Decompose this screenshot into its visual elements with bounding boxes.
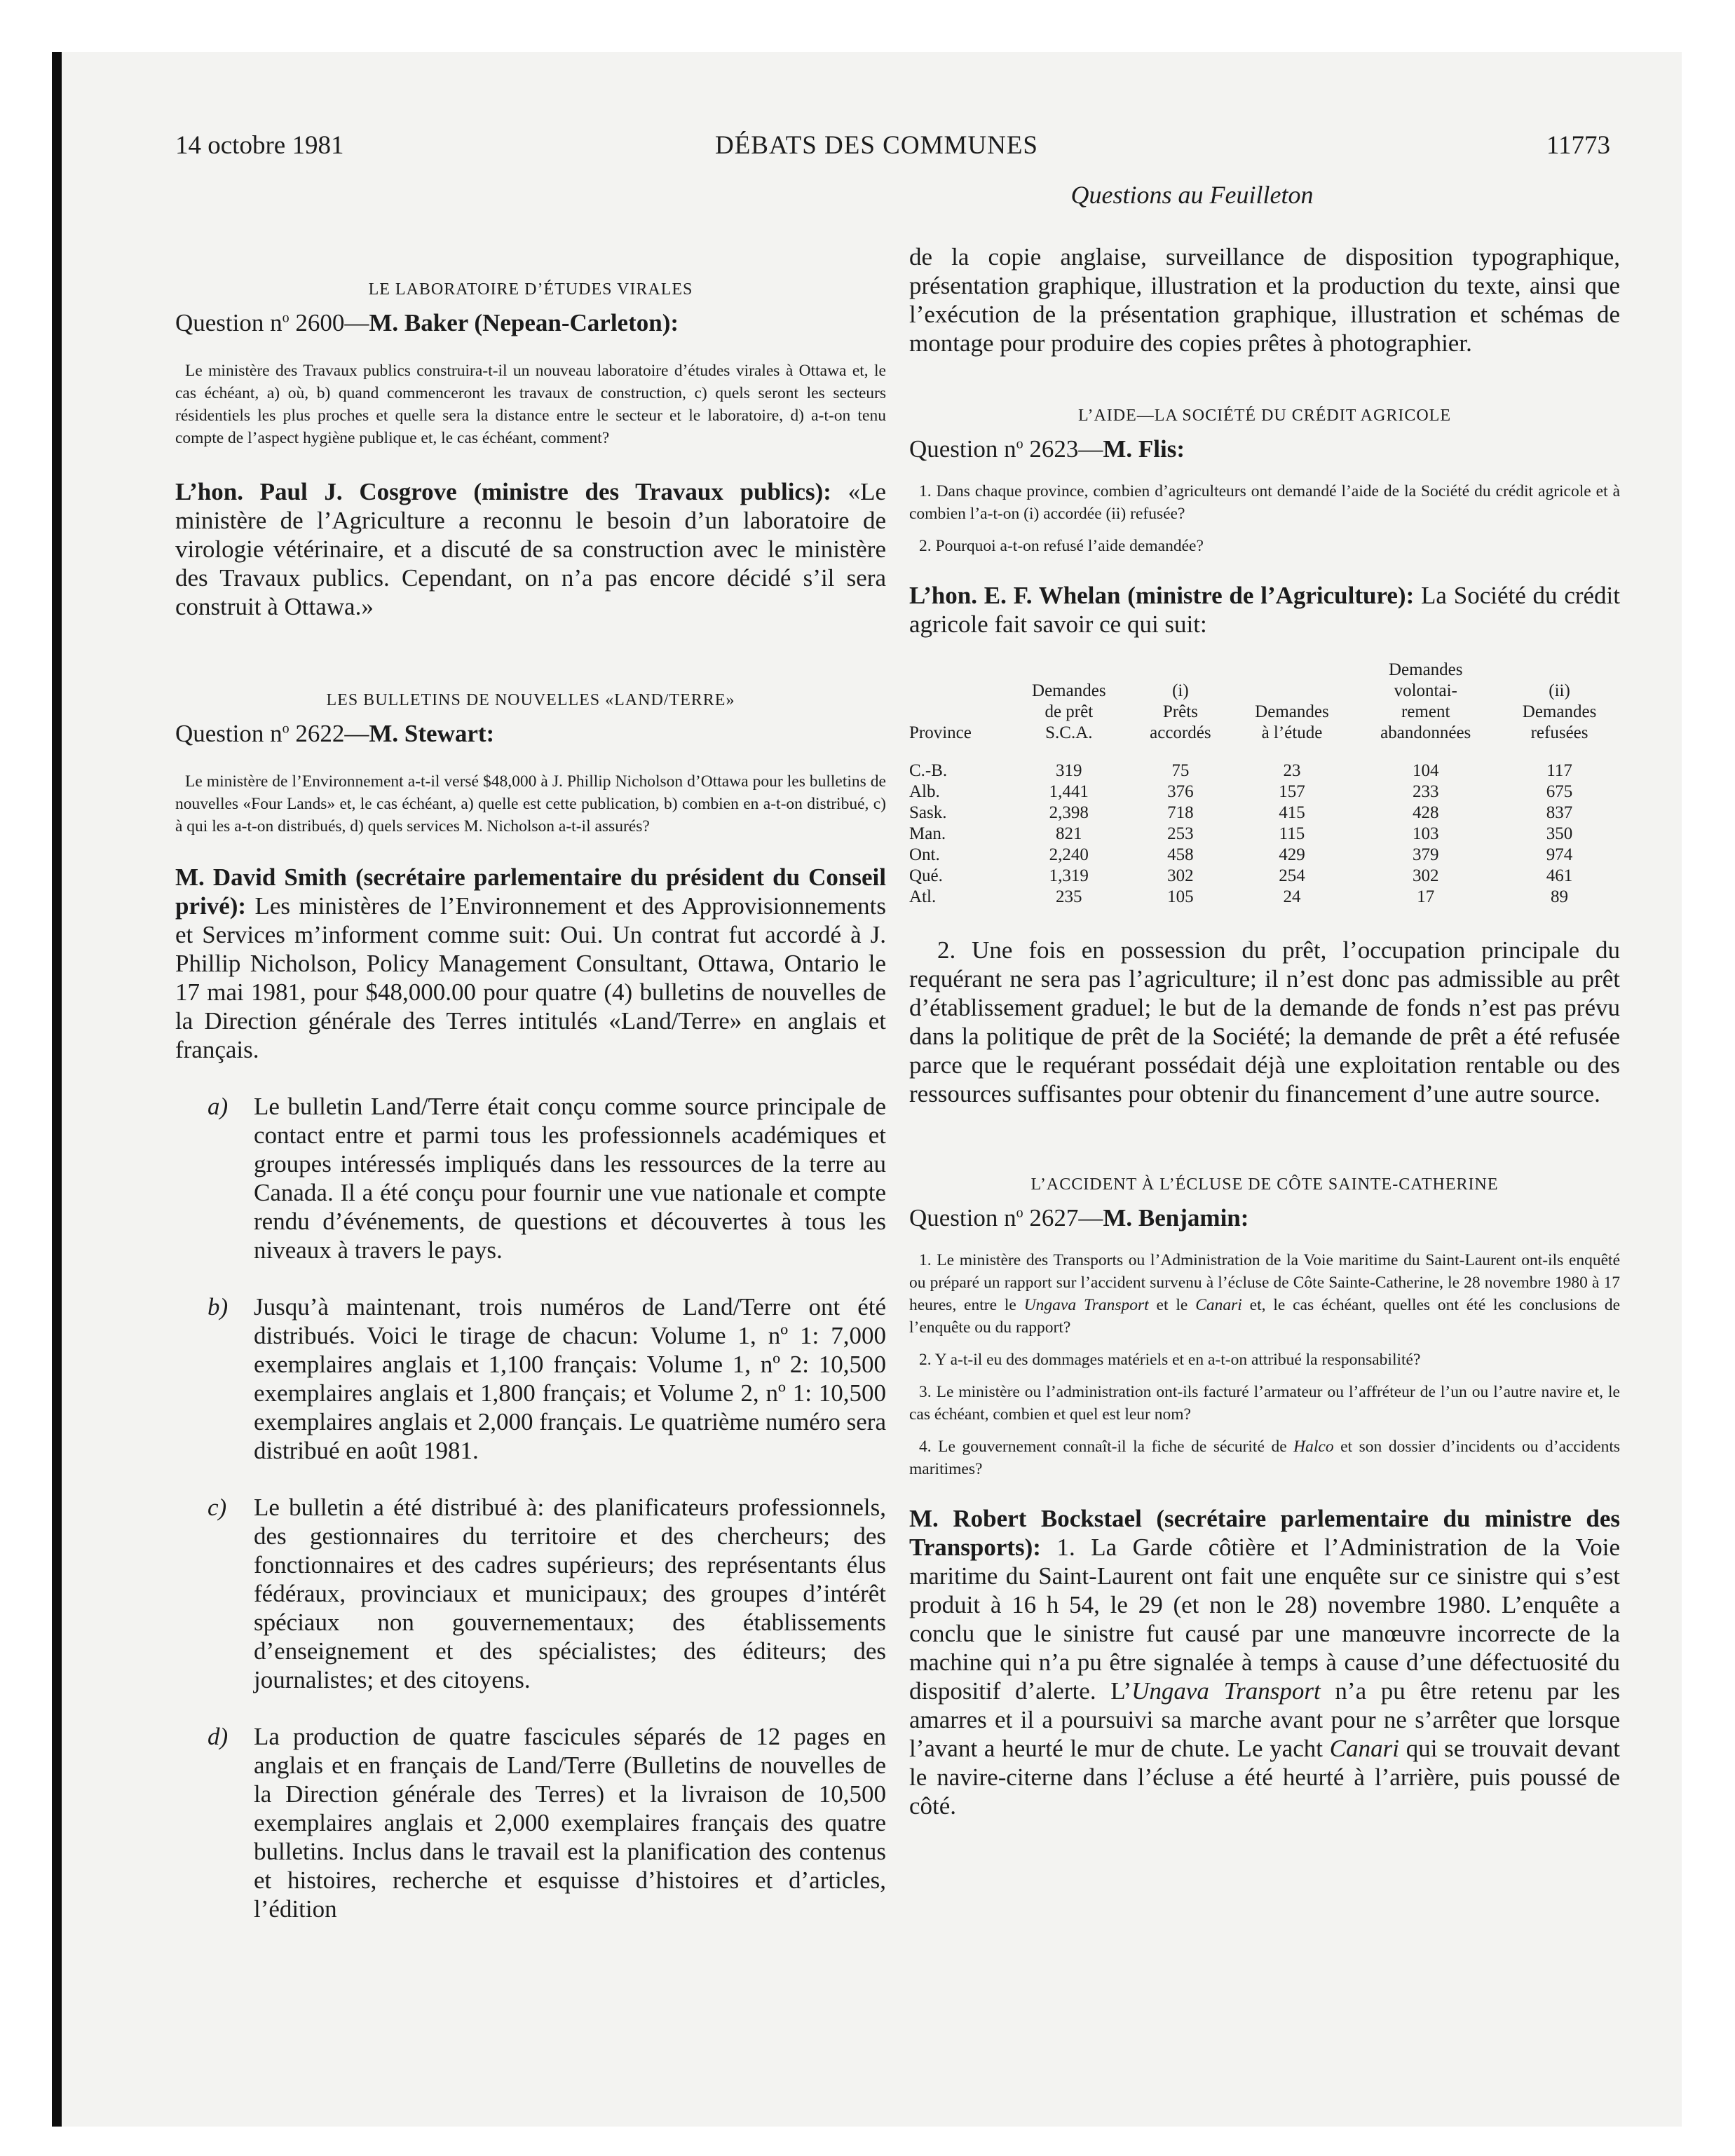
question-label: Question n bbox=[909, 435, 1016, 463]
ship-name: Ungava Transport bbox=[1023, 1296, 1149, 1314]
table-header-line: (i) bbox=[1172, 681, 1189, 700]
list-text: La production de quatre fascicules séparés de 12 pages en anglais et en français de Land/Terre (Bulletins de nouvelles de la Direction générale des Terres) et la livraison de 10,500 exemplaires anglais et 2,000 exemplaires français des quatre bulletins. Inclus dans le travail est la planification des contenus et histoires, recherche et esquisse d’histoires et d’articles, l’édition bbox=[254, 1723, 886, 1923]
table-cell: 115 bbox=[1279, 824, 1305, 843]
list-item bbox=[175, 1292, 886, 1465]
table-cell: 429 bbox=[1279, 845, 1305, 864]
question-sup: o bbox=[282, 310, 290, 326]
table-row bbox=[909, 887, 1620, 908]
table-cell: 428 bbox=[1412, 803, 1439, 822]
table-header-row bbox=[909, 660, 1620, 755]
table-row bbox=[909, 755, 1620, 782]
table-cell: 415 bbox=[1279, 803, 1305, 822]
answer-paragraph bbox=[175, 477, 886, 621]
table-cell: 1,319 bbox=[1049, 866, 1089, 885]
table-row bbox=[909, 803, 1620, 824]
question-label: Question n bbox=[909, 1204, 1016, 1231]
table-cell: 105 bbox=[1167, 887, 1194, 906]
question-text: Le ministère de l’Environnement a-t-il versé $48,000 à J. Phillip Nicholson d’Ottawa pour les bulletins de nouvelles «Four Lands» et, le cas échéant, a) quelle est cette publication, b) combien en a-t-on distribué, c) à qui les a-t-on distribués, d) quels services M. Nicholson a-t-il assurés? bbox=[175, 772, 886, 835]
table-cell: 302 bbox=[1167, 866, 1194, 885]
table-cell: C.-B. bbox=[909, 761, 948, 780]
table-header-line: (ii) bbox=[1549, 681, 1570, 700]
answer-speaker: M. David Smith (secrétaire parlementaire du président du Conseil privé): bbox=[175, 864, 886, 920]
table-cell: 117 bbox=[1546, 761, 1572, 780]
question-heading bbox=[175, 720, 886, 748]
list-letter: a) bbox=[207, 1093, 229, 1120]
section-q2627 bbox=[909, 1175, 1620, 1820]
table-header-line: Demandes bbox=[1255, 702, 1329, 721]
table-cell: 821 bbox=[1056, 824, 1082, 843]
question-member: M. Benjamin: bbox=[1103, 1204, 1249, 1231]
table-cell: 104 bbox=[1412, 761, 1439, 780]
left-column bbox=[175, 220, 886, 1923]
table-cell: 75 bbox=[1171, 761, 1190, 780]
table-cell: 24 bbox=[1283, 887, 1301, 906]
list-text: Jusqu’à maintenant, trois numéros de Land/Terre ont été distribués. Voici le tirage de chacun: Volume 1, nº 1: 7,000 exemplaires anglais et 1,100 français: Volume 1, nº 2: 10,500 exemplaires anglais et 1,800 français; et Volume 2, nº 1: 10,500 exemplaires anglais et 2,000 français. Le quatrième numéro sera distribué en août 1981. bbox=[254, 1293, 886, 1464]
question-sup: o bbox=[1016, 1205, 1023, 1221]
question-member: M. Baker (Nepean-Carleton): bbox=[369, 309, 679, 336]
list-item bbox=[175, 1493, 886, 1694]
answer-paragraph bbox=[175, 863, 886, 1064]
ship-name: Canari bbox=[1195, 1296, 1242, 1314]
table-header-line: refusées bbox=[1530, 723, 1588, 742]
list-item bbox=[175, 1092, 886, 1264]
table-cell: 103 bbox=[1412, 824, 1439, 843]
list-item bbox=[175, 1722, 886, 1923]
table-cell: 319 bbox=[1056, 761, 1082, 780]
section-q2622 bbox=[175, 621, 886, 1923]
table-header-line: rement bbox=[1401, 702, 1450, 721]
table-header-line: Demandes bbox=[1522, 702, 1597, 721]
question-member: M. Flis: bbox=[1103, 435, 1185, 463]
section-title: LE LABORATOIRE D’ÉTUDES VIRALES bbox=[368, 280, 693, 299]
table-cell: 376 bbox=[1167, 782, 1194, 801]
question-label: Question n bbox=[175, 720, 283, 747]
table-header-line: S.C.A. bbox=[1045, 723, 1093, 742]
table-cell: 458 bbox=[1167, 845, 1194, 864]
question-text: et le bbox=[1148, 1296, 1196, 1314]
answer-text: n’a pu être retenu par les amarres et il a poursuivi sa marche avant pour ne s’arrêter que lorsque l’avant a heurté le mur de chute. Le yacht bbox=[909, 1677, 1620, 1762]
list-letter: b) bbox=[207, 1293, 229, 1321]
table-cell: 461 bbox=[1546, 866, 1573, 885]
question-number: 2600— bbox=[289, 309, 369, 336]
table-cell: 89 bbox=[1551, 887, 1569, 906]
table-header-cell bbox=[909, 660, 1008, 755]
table-cell: 2,240 bbox=[1049, 845, 1089, 864]
table-header-cell bbox=[1499, 660, 1620, 755]
question-heading bbox=[175, 309, 886, 337]
table-header-line: Demandes bbox=[1388, 660, 1463, 679]
right-column bbox=[909, 243, 1620, 1820]
table-header-line: à l’étude bbox=[1261, 723, 1323, 742]
table-cell: 379 bbox=[1412, 845, 1439, 864]
question-number: 2627— bbox=[1023, 1204, 1103, 1231]
table-cell: Ont. bbox=[909, 845, 940, 864]
table-header-line: accordés bbox=[1150, 723, 1211, 742]
table-row bbox=[909, 866, 1620, 887]
table-cell: 675 bbox=[1546, 782, 1573, 801]
question-text: 1. Le ministère des Transports ou l’Administration de la Voie maritime du Saint-Laurent ont-ils enquêté ou préparé un rapport sur l’accident survenu à l’écluse de Côte Sainte-Catherine, le 28 novembre 1980 à 17 heures, entre le bbox=[909, 1251, 1620, 1314]
header-title: DÉBATS DES COMMUNES bbox=[714, 131, 1038, 160]
header-page-number: 11773 bbox=[1546, 131, 1610, 160]
question-number: 2623— bbox=[1023, 435, 1103, 463]
answer-paragraph bbox=[909, 1504, 1620, 1820]
ship-name: Ungava Transport bbox=[1131, 1677, 1321, 1705]
question-member: M. Stewart: bbox=[369, 720, 495, 747]
table-header-line: Demandes bbox=[1032, 681, 1106, 700]
list-letter: c) bbox=[207, 1494, 227, 1521]
page-scan bbox=[52, 52, 1682, 2127]
table-cell: 837 bbox=[1546, 803, 1573, 822]
table-cell: Sask. bbox=[909, 803, 947, 822]
table-header-cell bbox=[1008, 660, 1129, 755]
header-date: 14 octobre 1981 bbox=[175, 131, 344, 160]
question-item: 1. Dans chaque province, combien d’agriculteurs ont demandé l’aide de la Société du crédit agricole et à combien l’a-t-on (i) accordée (ii) refusée? bbox=[909, 482, 1620, 523]
table-cell: 718 bbox=[1167, 803, 1194, 822]
statistics-table bbox=[909, 660, 1620, 908]
table-header-line: Prêts bbox=[1162, 702, 1198, 721]
question-item bbox=[909, 1249, 1620, 1339]
question-sup: o bbox=[282, 721, 290, 737]
question-item: 2. Y a-t-il eu des dommages matériels et en a-t-on attribué la responsabilité? bbox=[919, 1351, 1421, 1369]
table-header-line: volontai- bbox=[1394, 681, 1457, 700]
answer-text: La Société du crédit agricole fait savoir ce qui suit: bbox=[909, 582, 1621, 638]
table-cell: 253 bbox=[1167, 824, 1194, 843]
table-row bbox=[909, 782, 1620, 803]
answer-speaker: L’hon. Paul J. Cosgrove (ministre des Travaux publics): bbox=[175, 478, 831, 505]
table-cell: 254 bbox=[1279, 866, 1305, 885]
question-text: 4. Le gouvernement connaît-il la fiche de sécurité de bbox=[919, 1438, 1294, 1456]
table-cell: Atl. bbox=[909, 887, 937, 906]
continuation-paragraph: de la copie anglaise, surveillance de disposition typographique, présentation graphique, illustration et la production du texte, ainsi que l’exécution de la présentation graphique, illustration et schémas de montage pour produire des copies prêtes à photographier. bbox=[909, 243, 1620, 357]
table-header-cell bbox=[1232, 660, 1353, 755]
question-item: 2. Pourquoi a-t-on refusé l’aide demandée? bbox=[919, 537, 1204, 555]
answer-text: 1. La Garde côtière et l’Administration de la Voie maritime du Saint-Laurent ont fait une enquête sur ce sinistre qui s’est produit à 16 h 54, le 29 (et non le 28) novembre 1980. L’enquête a conclu que le sinistre fut causé par une manœuvre incorrecte de la machine qui n’a pu être signalée à temps à cause d’une défectuosité du dispositif d’alerte. L’ bbox=[909, 1534, 1620, 1705]
ship-name: Halco bbox=[1293, 1438, 1334, 1456]
table-header-line: de prêt bbox=[1045, 702, 1094, 721]
question-text: et, le cas échéant, quelles ont été les conclusions de l’enquête ou du rapport? bbox=[909, 1296, 1620, 1337]
answer-paragraph bbox=[909, 581, 1620, 639]
table-cell: 350 bbox=[1546, 824, 1573, 843]
question-text: Le ministère des Travaux publics construira-t-il un nouveau laboratoire d’études virales à Ottawa et, le cas échéant, a) où, b) quand commenceront les travaux de construction, c) quels seront les secteurs résidentiels les plus proches et quelle sera la distance entre le secteur et le laboratoire, d) a-t-on tenu compte de l’aspect hygiène publique et, le cas échéant, comment? bbox=[175, 362, 886, 447]
table-header-line: Province bbox=[909, 723, 972, 742]
list-text: Le bulletin a été distribué à: des planificateurs professionnels, des gestionnaires du territoire et des chercheurs; des fonctionnaires et des cadres supérieurs; des représentants élus fédéraux, provinciaux et municipaux; des groupes d’intérêt spéciaux non gouvernementaux; des établissements d’enseignement et des spécialistes; des éditeurs; des journalistes; et des citoyens. bbox=[254, 1494, 886, 1693]
section-title: LES BULLETINS DE NOUVELLES «LAND/TERRE» bbox=[326, 691, 735, 709]
table-cell: Qué. bbox=[909, 866, 943, 885]
section-q2623 bbox=[909, 407, 1620, 1108]
table-header-line: abandonnées bbox=[1380, 723, 1471, 742]
header-subtitle: Questions au Feuilleton bbox=[1070, 181, 1314, 209]
question-item: 3. Le ministère ou l’administration ont-ils facturé l’armateur ou l’affréteur de l’un ou l’autre navire et, le cas échéant, combien et quel est leur nom? bbox=[909, 1383, 1620, 1424]
table-cell: 2,398 bbox=[1049, 803, 1089, 822]
table-cell: 157 bbox=[1279, 782, 1305, 801]
table-cell: Alb. bbox=[909, 782, 940, 801]
table-cell: Man. bbox=[909, 824, 946, 843]
table-cell: 235 bbox=[1056, 887, 1082, 906]
table-row bbox=[909, 845, 1620, 866]
table-cell: 233 bbox=[1412, 782, 1439, 801]
question-number: 2622— bbox=[289, 720, 369, 747]
answer-paragraph: 2. Une fois en possession du prêt, l’occupation principale du requérant ne sera pas l’agriculture; il n’est donc pas admissible au prêt d’établissement graduel; le but de la demande de fonds n’est pas prévu dans la politique de prêt de la Société; la demande de prêt a été refusée parce que le requérant possédait déjà une exploitation rentable ou des ressources suffisantes pour obtenir du financement d’une autre source. bbox=[909, 936, 1620, 1107]
table-cell: 17 bbox=[1417, 887, 1435, 906]
table-cell: 974 bbox=[1546, 845, 1573, 864]
question-label: Question n bbox=[175, 309, 283, 336]
question-heading bbox=[909, 435, 1620, 463]
table-header-cell bbox=[1352, 660, 1499, 755]
answer-speaker: M. Robert Bockstael (secrétaire parlementaire du ministre des Transports): bbox=[909, 1505, 1620, 1561]
answer-text: «Le ministère de l’Agriculture a reconnu le besoin d’un laboratoire de virologie vétérinaire, et a discuté de sa construction avec le ministère des Travaux publics. Cependant, on n’a pas encore décidé s’il sera construit à Ottawa.» bbox=[175, 478, 886, 620]
table-cell: 302 bbox=[1412, 866, 1439, 885]
answer-speaker: L’hon. E. F. Whelan (ministre de l’Agriculture): bbox=[909, 582, 1415, 609]
question-text: et son dossier d’incidents ou d’accidents maritimes? bbox=[909, 1438, 1620, 1478]
list-letter: d) bbox=[207, 1723, 229, 1750]
table-row bbox=[909, 824, 1620, 845]
answer-text: qui se trouvait devant le navire-citerne dans l’écluse a été heurté à l’arrière, puis poussé de côté. bbox=[909, 1735, 1620, 1820]
ship-name: Canari bbox=[1329, 1735, 1399, 1762]
table-cell: 23 bbox=[1283, 761, 1301, 780]
list-text: Le bulletin Land/Terre était conçu comme source principale de contact entre et parmi tous les professionnels académiques et groupes intéressés impliqués dans les ressources de la terre au Canada. Il a été conçu pour fournir une vue nationale et compte rendu d’événements, de questions et découvertes à tous les niveaux à travers le pays. bbox=[254, 1093, 886, 1264]
question-heading bbox=[909, 1204, 1620, 1232]
table-header-cell bbox=[1129, 660, 1231, 755]
question-sup: o bbox=[1016, 436, 1023, 452]
section-title: L’AIDE—LA SOCIÉTÉ DU CRÉDIT AGRICOLE bbox=[1078, 407, 1451, 425]
question-item bbox=[909, 1435, 1620, 1480]
answer-text: Les ministères de l’Environnement et des Approvisionnements et Services m’informent comme suit: Oui. Un contrat fut accordé à J. Phillip Nicholson, Policy Management Consultant, Ottawa, Ontario le 17 mai 1981, pour $48,000.00 pour quatre (4) bulletins de nouvelles de la Direction générale des Terres intitulés «Land/Terre» en anglais et français. bbox=[175, 892, 886, 1063]
section-q2600 bbox=[175, 220, 886, 621]
section-title: L’ACCIDENT À L’ÉCLUSE DE CÔTE SAINTE-CATHERINE bbox=[1030, 1175, 1499, 1194]
table-cell: 1,441 bbox=[1049, 782, 1089, 801]
